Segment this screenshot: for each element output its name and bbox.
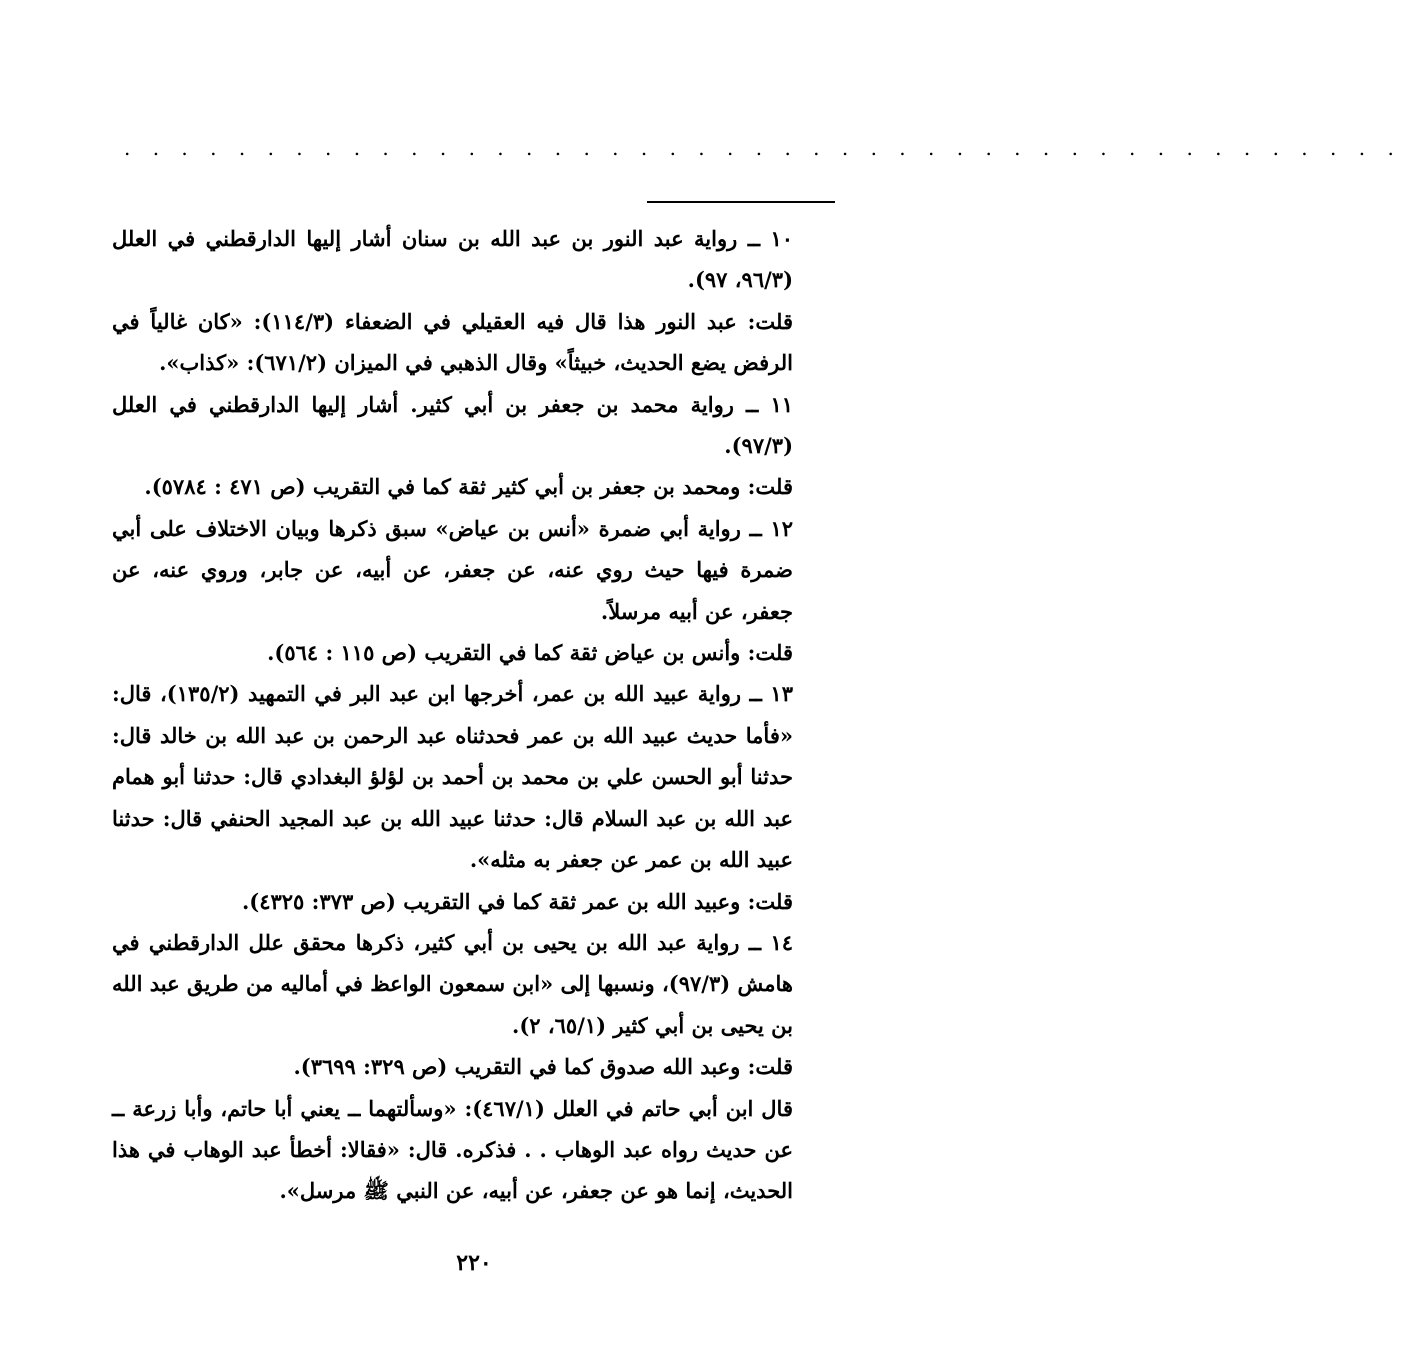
paragraph-narration-12: ١٢ ــ رواية أبي ضمرة «أنس بن عياض» سبق ذكرها وبيان الاختلاف على أبي ضمرة فيها حيث روي عنه، عن جعفر، عن أبيه، عن جابر، وروي عنه، عن جعفر، عن أبيه مرسلاً. [112, 515, 793, 624]
paragraph-comment-10: قلت: عبد النور هذا قال فيه العقيلي في الضعفاء (١١٤/٣): «كان غالياً في الرفض يضع الحديث، خبيثاً» وقال الذهبي في الميزان (٦٧١/٢): «كذاب». [112, 308, 793, 376]
paragraph-narration-10: ١٠ ــ رواية عبد النور بن عبد الله بن سنان أشار إليها الدارقطني في العلل (٩٦/٣، ٩٧). [112, 226, 793, 293]
page-number: ٢٢٠ [456, 1250, 492, 1276]
paragraph-narration-14: ١٤ ــ رواية عبد الله بن يحيى بن أبي كثير، ذكرها محقق علل الدارقطني في هامش (٩٧/٣)، ونسبها إلى «ابن سمعون الواعظ في أماليه من طريق عبد الله بن يحيى بن أبي كثير (٦٥/١، ٢). [112, 929, 793, 1038]
separator-dots: . . . . . . . . . . . . . . . . . . . . . . . . . . . . . . . . . . . . . . . . . . . . . [124, 136, 1402, 160]
footnote-body [112, 218, 835, 1212]
paragraph-narration-13: ١٣ ــ رواية عبيد الله بن عمر، أخرجها ابن عبد البر في التمهيد (١٣٥/٢)، قال: «فأما حديث عبيد الله بن عمر فحدثناه عبد الرحمن بن عبد الله بن خالد قال: حدثنا أبو الحسن علي بن محمد بن أحمد بن لؤلؤ البغدادي قال: حدثنا أبو همام عبد الله بن عبد السلام قال: حدثنا عبيد الله بن عبد المجيد الحنفي قال: حدثنا عبيد الله بن عمر عن جعفر به مثله». [112, 681, 793, 873]
paragraph-ibn-abi-hatim: قال ابن أبي حاتم في العلل (٤٦٧/١): «وسألتهما ــ يعني أبا حاتم، وأبا زرعة ــ عن حديث رواه عبد الوهاب . . فذكره. قال: «فقالا: أخطأ عبد الوهاب في هذا الحديث، إنما هو عن جعفر، عن أبيه، عن النبي ﷺ مرسل». [112, 1095, 793, 1204]
paragraph-comment-13: قلت: وعبيد الله بن عمر ثقة كما في التقريب (ص ٣٧٣: ٤٣٢٥). [241, 888, 793, 914]
paragraph-narration-11: ١١ ــ رواية محمد بن جعفر بن أبي كثير. أشار إليها الدارقطني في العلل (٩٧/٣). [112, 391, 793, 459]
footnote-rule [647, 201, 835, 203]
paragraph-comment-12: قلت: وأنس بن عياض ثقة كما في التقريب (ص ١١٥ : ٥٦٤). [267, 640, 793, 666]
paragraph-comment-14: قلت: وعبد الله صدوق كما في التقريب (ص ٣٢٩: ٣٦٩٩). [293, 1054, 793, 1080]
paragraph-comment-11: قلت: ومحمد بن جعفر بن أبي كثير ثقة كما في التقريب (ص ٤٧١ : ٥٧٨٤). [144, 474, 793, 500]
